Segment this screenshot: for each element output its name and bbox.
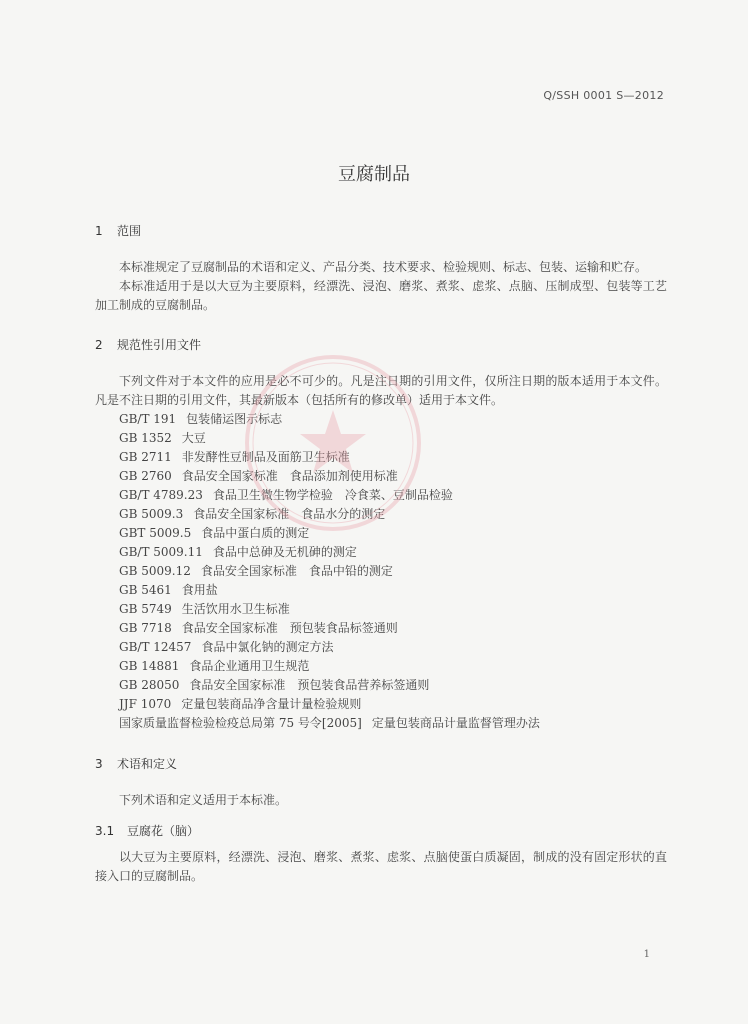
reference-name: 食用盐 (181, 583, 218, 597)
reference-item (119, 638, 540, 657)
reference-item (119, 600, 540, 619)
section-number: 3 (95, 757, 103, 771)
reference-name: 食品卫生微生物学检验 冷食菜、豆制品检验 (212, 488, 453, 502)
reference-code: GB/T 4789.23 (119, 488, 203, 502)
section-3-1-heading (95, 822, 199, 839)
reference-name: 非发酵性豆制品及面筋卫生标准 (181, 450, 350, 464)
section-2-heading (95, 336, 201, 353)
document-title: 豆腐制品 (338, 164, 410, 185)
section-title: 豆腐花（脑） (127, 824, 200, 838)
section-1-heading (95, 222, 141, 239)
section-title: 术语和定义 (117, 757, 178, 771)
reference-code: GB 5749 (119, 602, 172, 616)
reference-name: 食品企业通用卫生规范 (189, 659, 310, 673)
section-title: 范围 (117, 224, 142, 238)
reference-name: 生活饮用水卫生标准 (181, 602, 290, 616)
reference-name: 食品安全国家标准 食品中铅的测定 (200, 564, 393, 578)
reference-code: GB 5461 (119, 583, 172, 597)
section-2-paragraph-1: 下列文件对于本文件的应用是必不可少的。凡是注日期的引用文件，仅所注日期的版本适用于本文件。凡是不注日期的引用文件，其最新版本（包括所有的修改单）适用于本文件。 (95, 374, 667, 407)
reference-code: GB 2711 (119, 450, 172, 464)
reference-name: 食品安全国家标准 预包装食品标签通则 (181, 621, 398, 635)
document-code: Q/SSH 0001 S—2012 (543, 89, 664, 102)
reference-code: GB/T 191 (119, 412, 177, 426)
reference-item (119, 619, 540, 638)
reference-name: 食品安全国家标准 食品添加剂使用标准 (181, 469, 398, 483)
reference-item (119, 543, 540, 562)
section-1-paragraph-2: 本标准适用于是以大豆为主要原料，经漂洗、浸泡、磨浆、煮浆、虑浆、点脑、压制成型、包装等工艺加工制成的豆腐制品。 (95, 279, 667, 312)
section-number: 1 (95, 224, 103, 238)
reference-name: 食品中氯化钠的测定方法 (201, 640, 334, 654)
page-number: 1 (643, 949, 650, 960)
reference-code: GB/T 5009.11 (119, 545, 203, 559)
reference-item (119, 657, 540, 676)
reference-item (119, 562, 540, 581)
official-seal-stamp (238, 348, 428, 538)
reference-code: GB 14881 (119, 659, 180, 673)
reference-name: 食品安全国家标准 预包装食品营养标签通则 (189, 678, 430, 692)
reference-code: GBT 5009.5 (119, 526, 192, 540)
section-3-paragraph-1: 下列术语和定义适用于本标准。 (119, 793, 288, 807)
reference-name: 食品中总砷及无机砷的测定 (212, 545, 357, 559)
reference-item (119, 581, 540, 600)
reference-item (119, 714, 540, 733)
reference-code: 国家质量监督检验检疫总局第 75 号令[2005] (119, 716, 362, 730)
reference-code: GB 1352 (119, 431, 172, 445)
section-3-heading (95, 755, 177, 772)
reference-name: 包装储运图示标志 (186, 412, 283, 426)
reference-name: 食品中蛋白质的测定 (201, 526, 310, 540)
reference-item (119, 695, 540, 714)
reference-code: GB 2760 (119, 469, 172, 483)
reference-item (119, 676, 540, 695)
reference-name: 大豆 (181, 431, 206, 445)
reference-name: 食品安全国家标准 食品水分的测定 (193, 507, 386, 521)
section-number: 2 (95, 338, 103, 352)
reference-code: JJF 1070 (119, 697, 172, 711)
reference-code: GB 7718 (119, 621, 172, 635)
reference-code: GB 28050 (119, 678, 180, 692)
reference-name: 定量包装商品计量监督管理办法 (371, 716, 540, 730)
reference-code: GB/T 12457 (119, 640, 192, 654)
section-title: 规范性引用文件 (117, 338, 202, 352)
reference-code: GB 5009.3 (119, 507, 184, 521)
section-3-1-paragraph-1: 以大豆为主要原料，经漂洗、浸泡、磨浆、煮浆、虑浆、点脑使蛋白质凝固，制成的没有固定形状的直接入口的豆腐制品。 (95, 850, 667, 883)
section-number: 3.1 (95, 824, 115, 838)
reference-code: GB 5009.12 (119, 564, 191, 578)
reference-name: 定量包装商品净含量计量检验规则 (181, 697, 362, 711)
section-1-paragraph-1: 本标准规定了豆腐制品的术语和定义、产品分类、技术要求、检验规则、标志、包装、运输和贮存。 (119, 260, 648, 274)
